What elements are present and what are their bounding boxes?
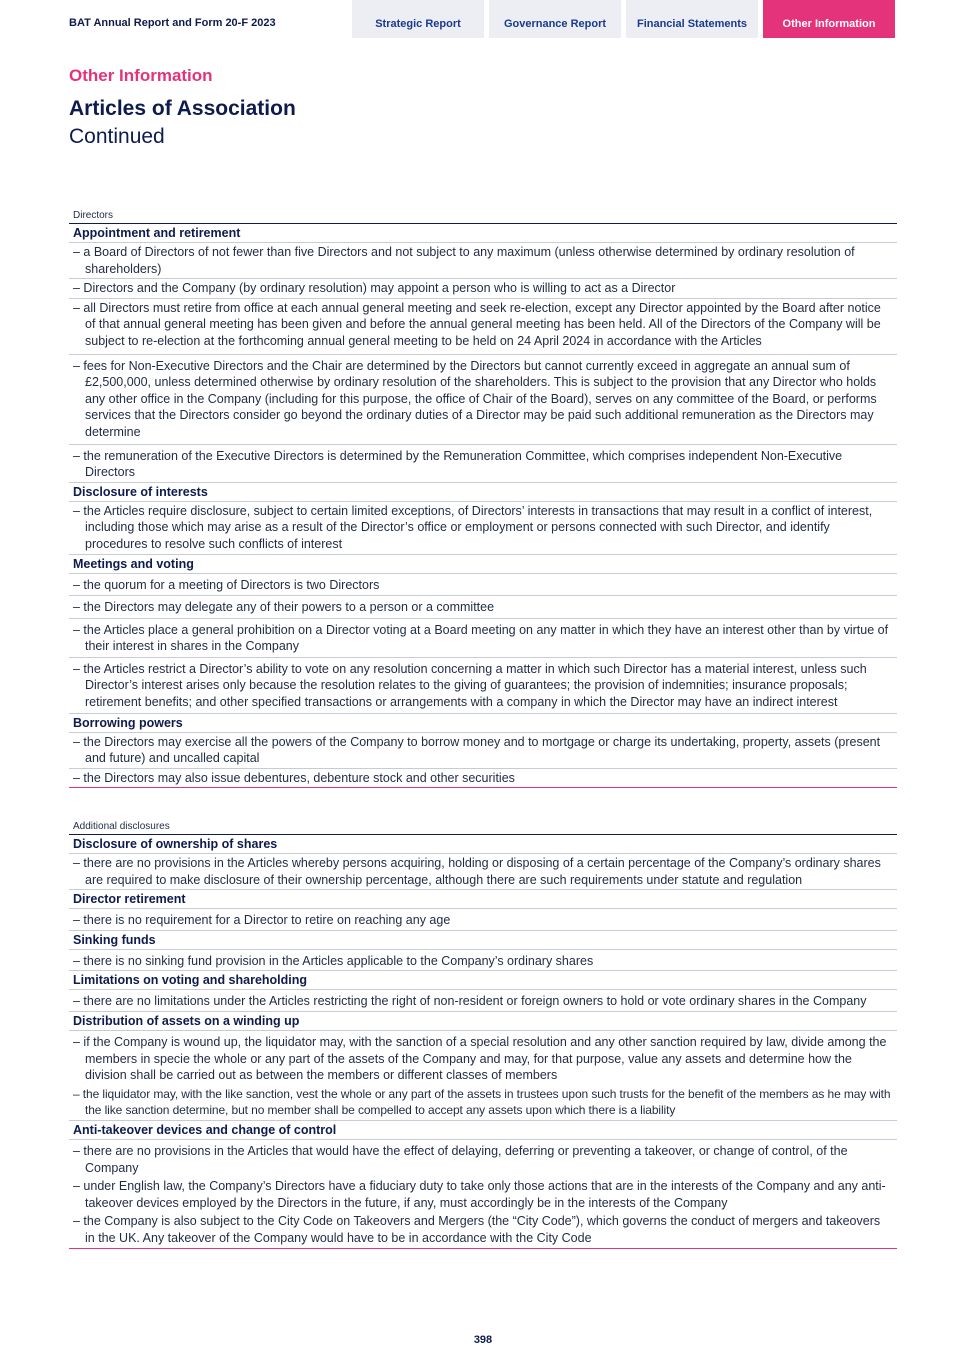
table-row: – there are no provisions in the Articles whereby persons acquiring, holding or disposing of a certain percentage of the Company’s ordinary shares are required to make disclosure of their ownership percentage, although there are such requirements under statute and regulation xyxy=(69,854,897,890)
table-row: – a Board of Directors of not fewer than five Directors and not subject to any maximum (unless otherwise determined by ordinary resolution of shareholders) xyxy=(69,243,897,279)
table-row: – if the Company is wound up, the liquidator may, with the sanction of a special resolution and any other sanction required by law, divide among the members in specie the whole or any part of the assets of the Company and may, for that purpose, value any assets and determine how the division shall be carried out as between the members or different classes of members xyxy=(73,1034,887,1083)
row-heading: Director retirement xyxy=(69,890,897,909)
table-row: – Directors and the Company (by ordinary resolution) may appoint a person who is willing to act as a Director xyxy=(69,279,897,299)
table-caption: Additional disclosures xyxy=(69,819,897,835)
section-nav xyxy=(352,0,895,38)
row-heading: Anti-takeover devices and change of control xyxy=(69,1121,897,1140)
table-row: – the Directors may delegate any of their powers to a person or a committee xyxy=(69,596,897,619)
table-row: – there is no requirement for a Director to retire on reaching any age xyxy=(69,909,897,931)
table-row: – the remuneration of the Executive Directors is determined by the Remuneration Committee, which comprises independent Non-Executive Directors xyxy=(69,445,897,483)
table-row: – the Articles restrict a Director’s ability to vote on any resolution concerning a matter in which such Director has a material interest, unless such Director’s interest arises only because the resolution relates to the giving of guarantees; the provision of indemnities; insurance proposals; retirement benefits; and other specified transactions or arrangements with a company in which the Director may have an indirect interest xyxy=(69,658,897,714)
table-row: – there is no sinking fund provision in the Articles applicable to the Company’s ordinary shares xyxy=(69,950,897,972)
row-heading: Limitations on voting and shareholding xyxy=(69,971,897,990)
table-row: – there are no provisions in the Articles that would have the effect of delaying, deferring or preventing a takeover, or change of control, of the Company xyxy=(73,1143,848,1175)
section-label: Other Information xyxy=(69,66,213,85)
row-heading: Sinking funds xyxy=(69,931,897,950)
table-caption: Directors xyxy=(69,208,897,224)
row-heading: Meetings and voting xyxy=(69,555,897,574)
tab-financial-statements[interactable]: Financial Statements xyxy=(626,0,758,38)
table-row: – under English law, the Company’s Directors have a fiduciary duty to take only those actions that are in the interests of the Company and any anti-takeover devices employed by the Directors in the future, if any, must accordingly be in the interests of the Company xyxy=(73,1179,886,1210)
table-row: – all Directors must retire from office at each annual general meeting and seek re-election, except any Director appointed by the Board after notice of that annual general meeting has been given and before the annual general meeting has been held. All of the Directors of the Company will be subject to re-election at the forthcoming annual general meeting to be held on 24 April 2024 in accordance with the Articles xyxy=(69,299,897,355)
table-row: – the Articles require disclosure, subject to certain limited exceptions, of Directors’ interests in transactions that may result in a conflict of interest, including those which may arise as a result of the Director’s office or employment or persons connected with such Director, and identify procedures to resolve such conflicts of interest xyxy=(69,502,897,555)
table-row: – there are no limitations under the Articles restricting the right of non-resident or foreign owners to hold or vote ordinary shares in the Company xyxy=(69,990,897,1012)
table-row: – the Articles place a general prohibition on a Director voting at a Board meeting on any matter in which they have an interest other than by virtue of their interest in shares in the Company xyxy=(69,619,897,658)
report-title: BAT Annual Report and Form 20-F 2023 xyxy=(69,17,276,29)
row-heading: Distribution of assets on a winding up xyxy=(69,1012,897,1031)
page-number: 398 xyxy=(473,1334,493,1346)
table-row: – fees for Non-Executive Directors and the Chair are determined by the Directors but cannot currently exceed in aggregate an annual sum of £2,500,000, unless determined otherwise by ordinary resolution of the shareholders. This is subject to the provision that any Director who holds any other office in the Company (including for this purpose, the office of Chair of the Board), serves on any committee of the Board, or performs services that the Directors consider go beyond the ordinary duties of a Director may be paid such additional remuneration as the Directors may determine xyxy=(69,355,897,445)
row-heading: Appointment and retirement xyxy=(69,224,897,243)
directors-table xyxy=(69,208,897,788)
table-row: – the liquidator may, with the like sanction, vest the whole or any part of the assets in trustees upon such trusts for the benefit of the members as he may with the like sanction determine, but no member shall be compelled to accept any assets upon which there is a liability xyxy=(69,1085,897,1121)
tab-strategic-report[interactable]: Strategic Report xyxy=(352,0,484,38)
table-row: – the Directors may exercise all the powers of the Company to borrow money and to mortgage or charge its undertaking, property, assets (present and future) and uncalled capital xyxy=(69,733,897,769)
tab-governance-report[interactable]: Governance Report xyxy=(489,0,621,38)
additional-disclosures-table xyxy=(69,819,897,1249)
row-heading: Disclosure of interests xyxy=(69,483,897,502)
page-subtitle: Continued xyxy=(69,125,165,148)
row-heading: Borrowing powers xyxy=(69,714,897,733)
tab-other-information[interactable]: Other Information xyxy=(763,0,895,38)
page-header xyxy=(0,0,966,38)
page-title: Articles of Association xyxy=(69,97,296,120)
row-heading: Disclosure of ownership of shares xyxy=(69,835,897,854)
table-row: – the Directors may also issue debentures, debenture stock and other securities xyxy=(69,769,897,789)
table-row: – the quorum for a meeting of Directors is two Directors xyxy=(69,574,897,597)
table-row: – the Company is also subject to the City Code on Takeovers and Mergers (the “City Code”), which governs the conduct of mergers and takeovers in the UK. Any takeover of the Company would have to be in accordance with the City Code xyxy=(69,1212,897,1248)
